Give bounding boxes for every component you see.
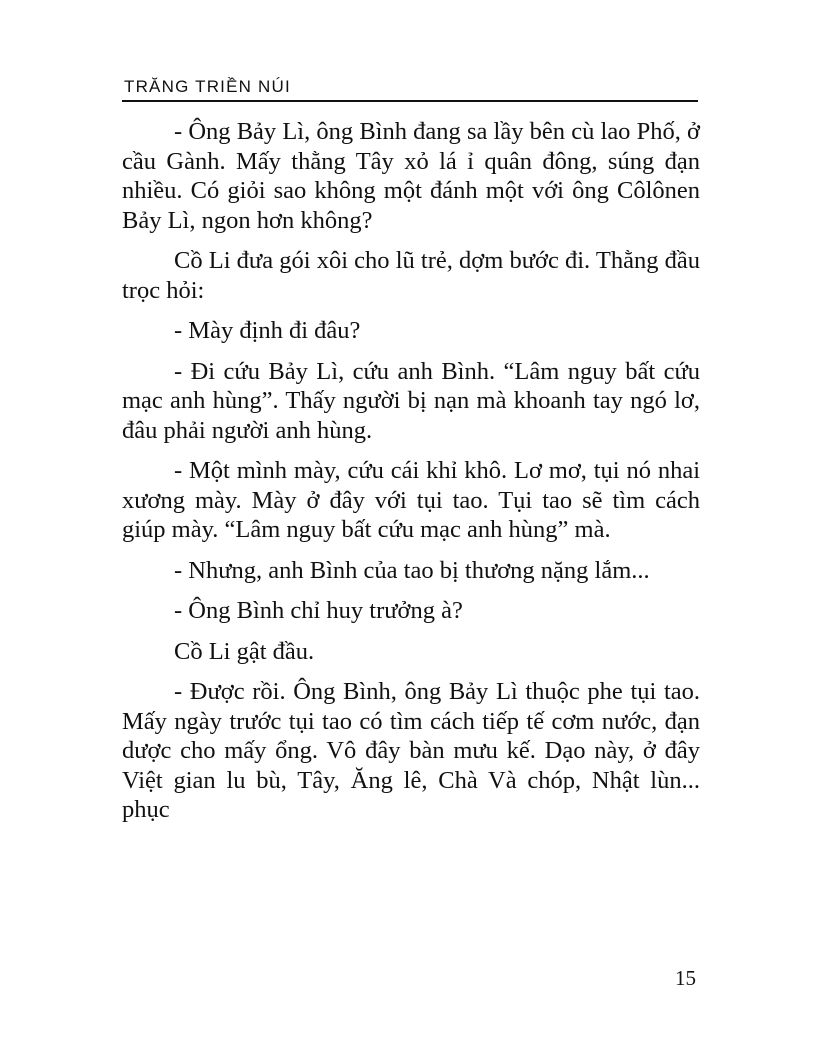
paragraph-9: - Được rồi. Ông Bình, ông Bảy Lì thuộc phe tụi tao. Mấy ngày trước tụi tao có tìm cách tiếp tế cơm nước, đạn dược cho mấy ổng. Vô đây bàn mưu kế. Dạo này, ở đây Việt gian lu bù, Tây, Ăng lê, Chà Và chóp, Nhật lùn... phục [122,678,700,823]
page-number: 15 [675,966,696,990]
paragraph-1: - Ông Bảy Lì, ông Bình đang sa lầy bên cù lao Phố, ở cầu Gành. Mấy thằng Tây xỏ lá ỉ quân đông, súng đạn nhiều. Có giỏi sao không một đánh một với ông Côlônen Bảy Lì, ngon hơn không? [122,118,700,234]
paragraph-4: - Đi cứu Bảy Lì, cứu anh Bình. “Lâm nguy bất cứu mạc anh hùng”. Thấy người bị nạn mà khoanh tay ngó lơ, đâu phải người anh hùng. [122,357,700,444]
running-header [122,76,698,102]
book-title: TRĂNG TRIỀN NÚI [124,77,291,96]
paragraph-3: - Mày định đi đâu? [174,317,361,344]
paragraph-8: Cồ Li gật đầu. [174,637,315,665]
paragraph-5: - Một mình mày, cứu cái khỉ khô. Lơ mơ, tụi nó nhai xương mày. Mày ở đây với tụi tao. Tụi tao sẽ tìm cách giúp mày. “Lâm nguy bất cứu mạc anh hùng” mà. [122,457,700,543]
paragraph-2: Cồ Li đưa gói xôi cho lũ trẻ, dợm bước đi. Thằng đầu trọc hỏi: [122,247,700,304]
paragraph-6: - Nhưng, anh Bình của tao bị thương nặng lắm... [174,556,650,584]
paragraph-7: - Ông Bình chỉ huy trưởng à? [174,597,463,624]
body-text [122,117,700,836]
